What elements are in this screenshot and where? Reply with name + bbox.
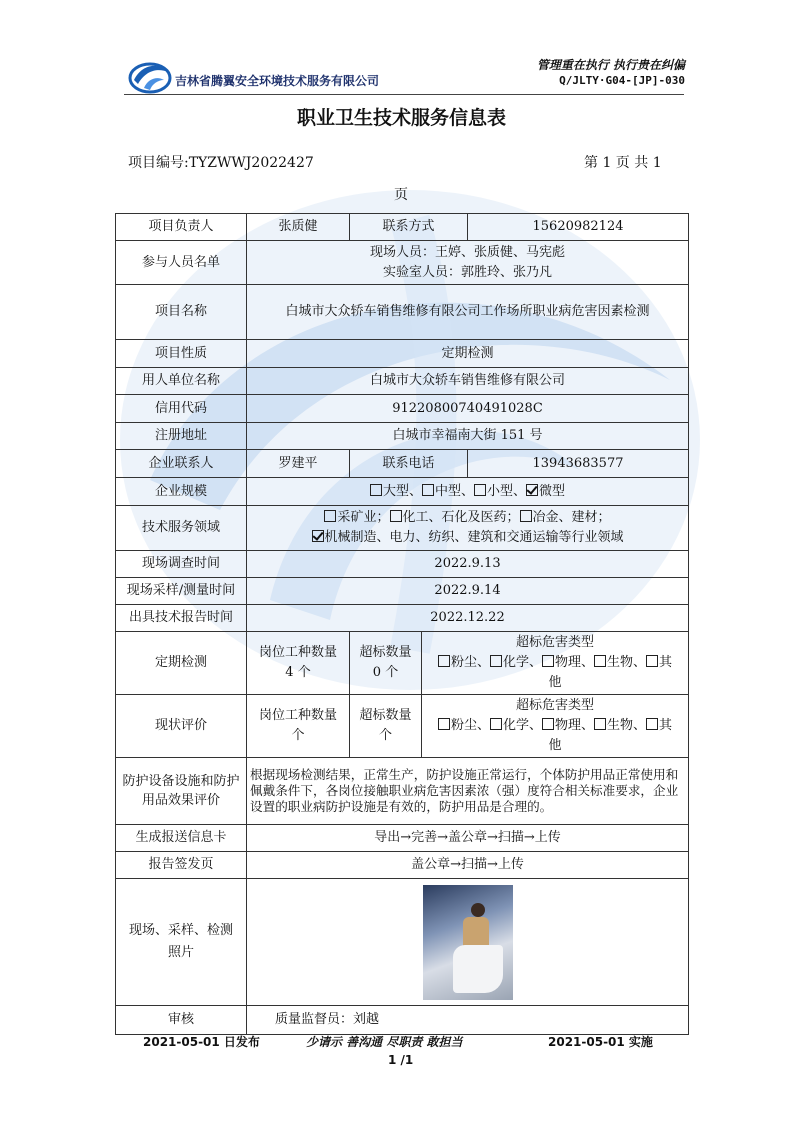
table-row [116,450,689,478]
scale-options [247,478,689,506]
option-label: 微型 [539,483,566,499]
phone-label: 联系电话 [350,450,468,478]
hazard-option[interactable] [594,718,646,733]
project-name-label: 项目名称 [116,285,247,340]
header-slogan: 管理重在执行 执行贵在纠偏 [536,58,685,72]
photo-equipment [453,945,503,993]
table-row [116,214,689,241]
checkbox-icon [594,655,606,667]
table-row [116,852,689,879]
header-divider [124,94,684,95]
photo-label: 现场、采样、检测照片 [116,879,247,1006]
status-posts-label: 岗位工种数量 [258,708,337,723]
survey-time-label: 现场调查时间 [116,551,247,578]
report-sign-label: 报告签发页 [116,852,247,879]
checkbox-icon [312,530,324,542]
periodic-exceed-label: 超标数量 [359,645,412,660]
checkbox-icon [438,718,450,730]
hazard-options [425,716,685,736]
hazard-option[interactable] [542,655,594,670]
option-label: 物理、 [555,718,595,733]
credit-label: 信用代码 [116,395,247,423]
report-time-label: 出具技术报告时间 [116,605,247,632]
participants-label: 参与人员名单 [116,241,247,285]
nature-label: 项目性质 [116,340,247,368]
phone-value: 13943683577 [468,450,689,478]
photo-cell [247,879,689,1006]
footer-motto: 少请示 善沟通 尽职责 敢担当 [306,1035,463,1049]
scale-option[interactable] [474,484,526,499]
table-row [116,758,689,825]
table-row [116,285,689,340]
table-row [116,551,689,578]
enterprise-contact-label: 企业联系人 [116,450,247,478]
site-photo [423,885,513,1000]
nature-value: 定期检测 [247,340,689,368]
hazard-tail: 他 [548,675,562,690]
table-row [116,423,689,450]
hazard-option[interactable] [646,655,672,670]
hazard-option[interactable] [490,655,542,670]
status-posts [247,695,350,758]
scale-option[interactable] [370,484,422,499]
table-row [116,506,689,551]
review-value: 质量监督员：刘越 [247,1006,689,1035]
field-option[interactable] [312,530,624,545]
option-label: 粉尘、 [450,718,490,733]
protection-label: 防护设备设施和防护用品效果评价 [116,758,247,825]
project-name-value: 白城市大众轿车销售维修有限公司工作场所职业病危害因素检测 [247,285,689,340]
periodic-posts-value: 4 个 [285,665,311,680]
page-number: 1 /1 [388,1053,414,1067]
option-label: 粉尘、 [450,655,490,670]
document-code: Q/JLTY·G04-[JP]-030 [559,74,685,87]
checkbox-icon [490,718,502,730]
status-exceed [350,695,422,758]
employer-label: 用人单位名称 [116,368,247,395]
review-label: 审核 [116,1006,247,1035]
checkbox-icon [390,510,402,522]
field-options [247,506,689,551]
hazard-option[interactable] [646,718,672,733]
hazard-type-label: 超标危害类型 [516,635,595,650]
table-row [116,368,689,395]
checkbox-icon [490,655,502,667]
table-row [116,578,689,605]
address-label: 注册地址 [116,423,247,450]
participants-onsite: 现场人员：王婷、张质健、马宪彪 [370,244,566,260]
option-label: 机械制造、电力、纺织、建筑和交通运输等行业领域 [324,530,624,545]
sampling-time-label: 现场采样/测量时间 [116,578,247,605]
option-label: 生物、 [607,718,647,733]
hazard-option[interactable] [490,718,542,733]
table-row [116,241,689,285]
field-option[interactable] [324,510,389,525]
option-label: 生物、 [607,655,647,670]
leader-label: 项目负责人 [116,214,247,241]
periodic-posts [247,632,350,695]
table-row [116,605,689,632]
periodic-hazards [422,632,689,695]
scale-label: 企业规模 [116,478,247,506]
option-label: 大型、 [382,483,422,499]
sampling-time-value: 2022.9.14 [247,578,689,605]
page-info: 第 1 页 共 1 [584,155,662,171]
protection-value: 根据现场检测结果，正常生产，防护设施正常运行，个体防护用品正常使用和佩戴条件下，各岗位接触职业病危害因素浓（强）度符合相关标准要求，企业设置的职业病防护设施是有效的，防护用品是合理的。 [247,758,689,825]
enterprise-contact-value: 罗建平 [247,450,350,478]
option-label: 化学、 [502,718,542,733]
leader-value: 张质健 [247,214,350,241]
scale-option[interactable] [526,484,565,499]
card-label: 生成报送信息卡 [116,825,247,852]
hazard-option[interactable] [438,718,490,733]
periodic-exceed-value: 0 个 [372,665,399,680]
survey-time-value: 2022.9.13 [247,551,689,578]
field-option[interactable] [520,510,611,525]
status-hazards [422,695,689,758]
option-label: 小型、 [487,483,527,499]
project-number: 项目编号:TYZWWJ2022427 [128,155,314,171]
table-row [116,395,689,423]
checkbox-icon [542,718,554,730]
credit-value: 91220800740491028C [247,395,689,423]
checkbox-icon [474,484,486,496]
checkbox-icon [646,655,658,667]
option-label: 其 [659,718,673,733]
table-row [116,825,689,852]
option-label: 化工、石化及医药； [402,510,520,525]
hazard-option[interactable] [542,718,594,733]
status-exceed-label: 超标数量 [359,708,412,723]
checkbox-icon [526,484,538,496]
table-row [116,632,689,695]
hazard-option[interactable] [438,655,490,670]
field-option[interactable] [390,510,520,525]
card-value: 导出→完善→盖公章→扫描→上传 [247,825,689,852]
participants-value [247,241,689,285]
company-name: 吉林省腾翼安全环境技术服务有限公司 [175,74,380,88]
checkbox-icon [438,655,450,667]
hazard-options [425,653,685,673]
hazard-option[interactable] [594,655,646,670]
contact-value: 15620982124 [468,214,689,241]
company-logo [128,58,172,94]
option-label: 冶金、建材； [532,510,611,525]
page-info-continuation: 页 [394,187,408,203]
table-row [116,1006,689,1035]
checkbox-icon [422,484,434,496]
effective-date: 2021-05-01 实施 [548,1035,653,1049]
page-title: 职业卫生技术服务信息表 [296,107,506,129]
checkbox-icon [646,718,658,730]
status-label: 现状评价 [116,695,247,758]
info-table [115,213,689,1035]
participants-lab: 实验室人员：郭胜玲、张乃凡 [383,264,553,280]
table-row [116,478,689,506]
employer-value: 白城市大众轿车销售维修有限公司 [247,368,689,395]
periodic-posts-label: 岗位工种数量 [258,645,337,660]
checkbox-icon [370,484,382,496]
field-options-line2 [250,528,685,548]
hazard-type-label: 超标危害类型 [516,698,595,713]
table-row [116,879,689,1006]
table-row [116,695,689,758]
checkbox-icon [520,510,532,522]
table-row [116,340,689,368]
option-label: 采矿业； [337,510,390,525]
checkbox-icon [324,510,336,522]
periodic-label: 定期检测 [116,632,247,695]
field-options-line1 [250,508,685,528]
status-exceed-value: 个 [378,728,392,743]
option-label: 中型、 [434,483,474,499]
report-time-value: 2022.12.22 [247,605,689,632]
periodic-exceed [350,632,422,695]
checkbox-icon [594,718,606,730]
scale-option[interactable] [422,484,474,499]
published-date: 2021-05-01 日发布 [143,1035,260,1049]
report-sign-value: 盖公章→扫描→上传 [247,852,689,879]
checkbox-icon [542,655,554,667]
field-label: 技术服务领域 [116,506,247,551]
status-posts-value: 个 [291,728,305,743]
contact-label: 联系方式 [350,214,468,241]
photo-person-head [471,903,485,917]
hazard-tail: 他 [548,738,562,753]
address-value: 白城市幸福南大街 151 号 [247,423,689,450]
option-label: 物理、 [555,655,595,670]
option-label: 化学、 [502,655,542,670]
option-label: 其 [659,655,673,670]
